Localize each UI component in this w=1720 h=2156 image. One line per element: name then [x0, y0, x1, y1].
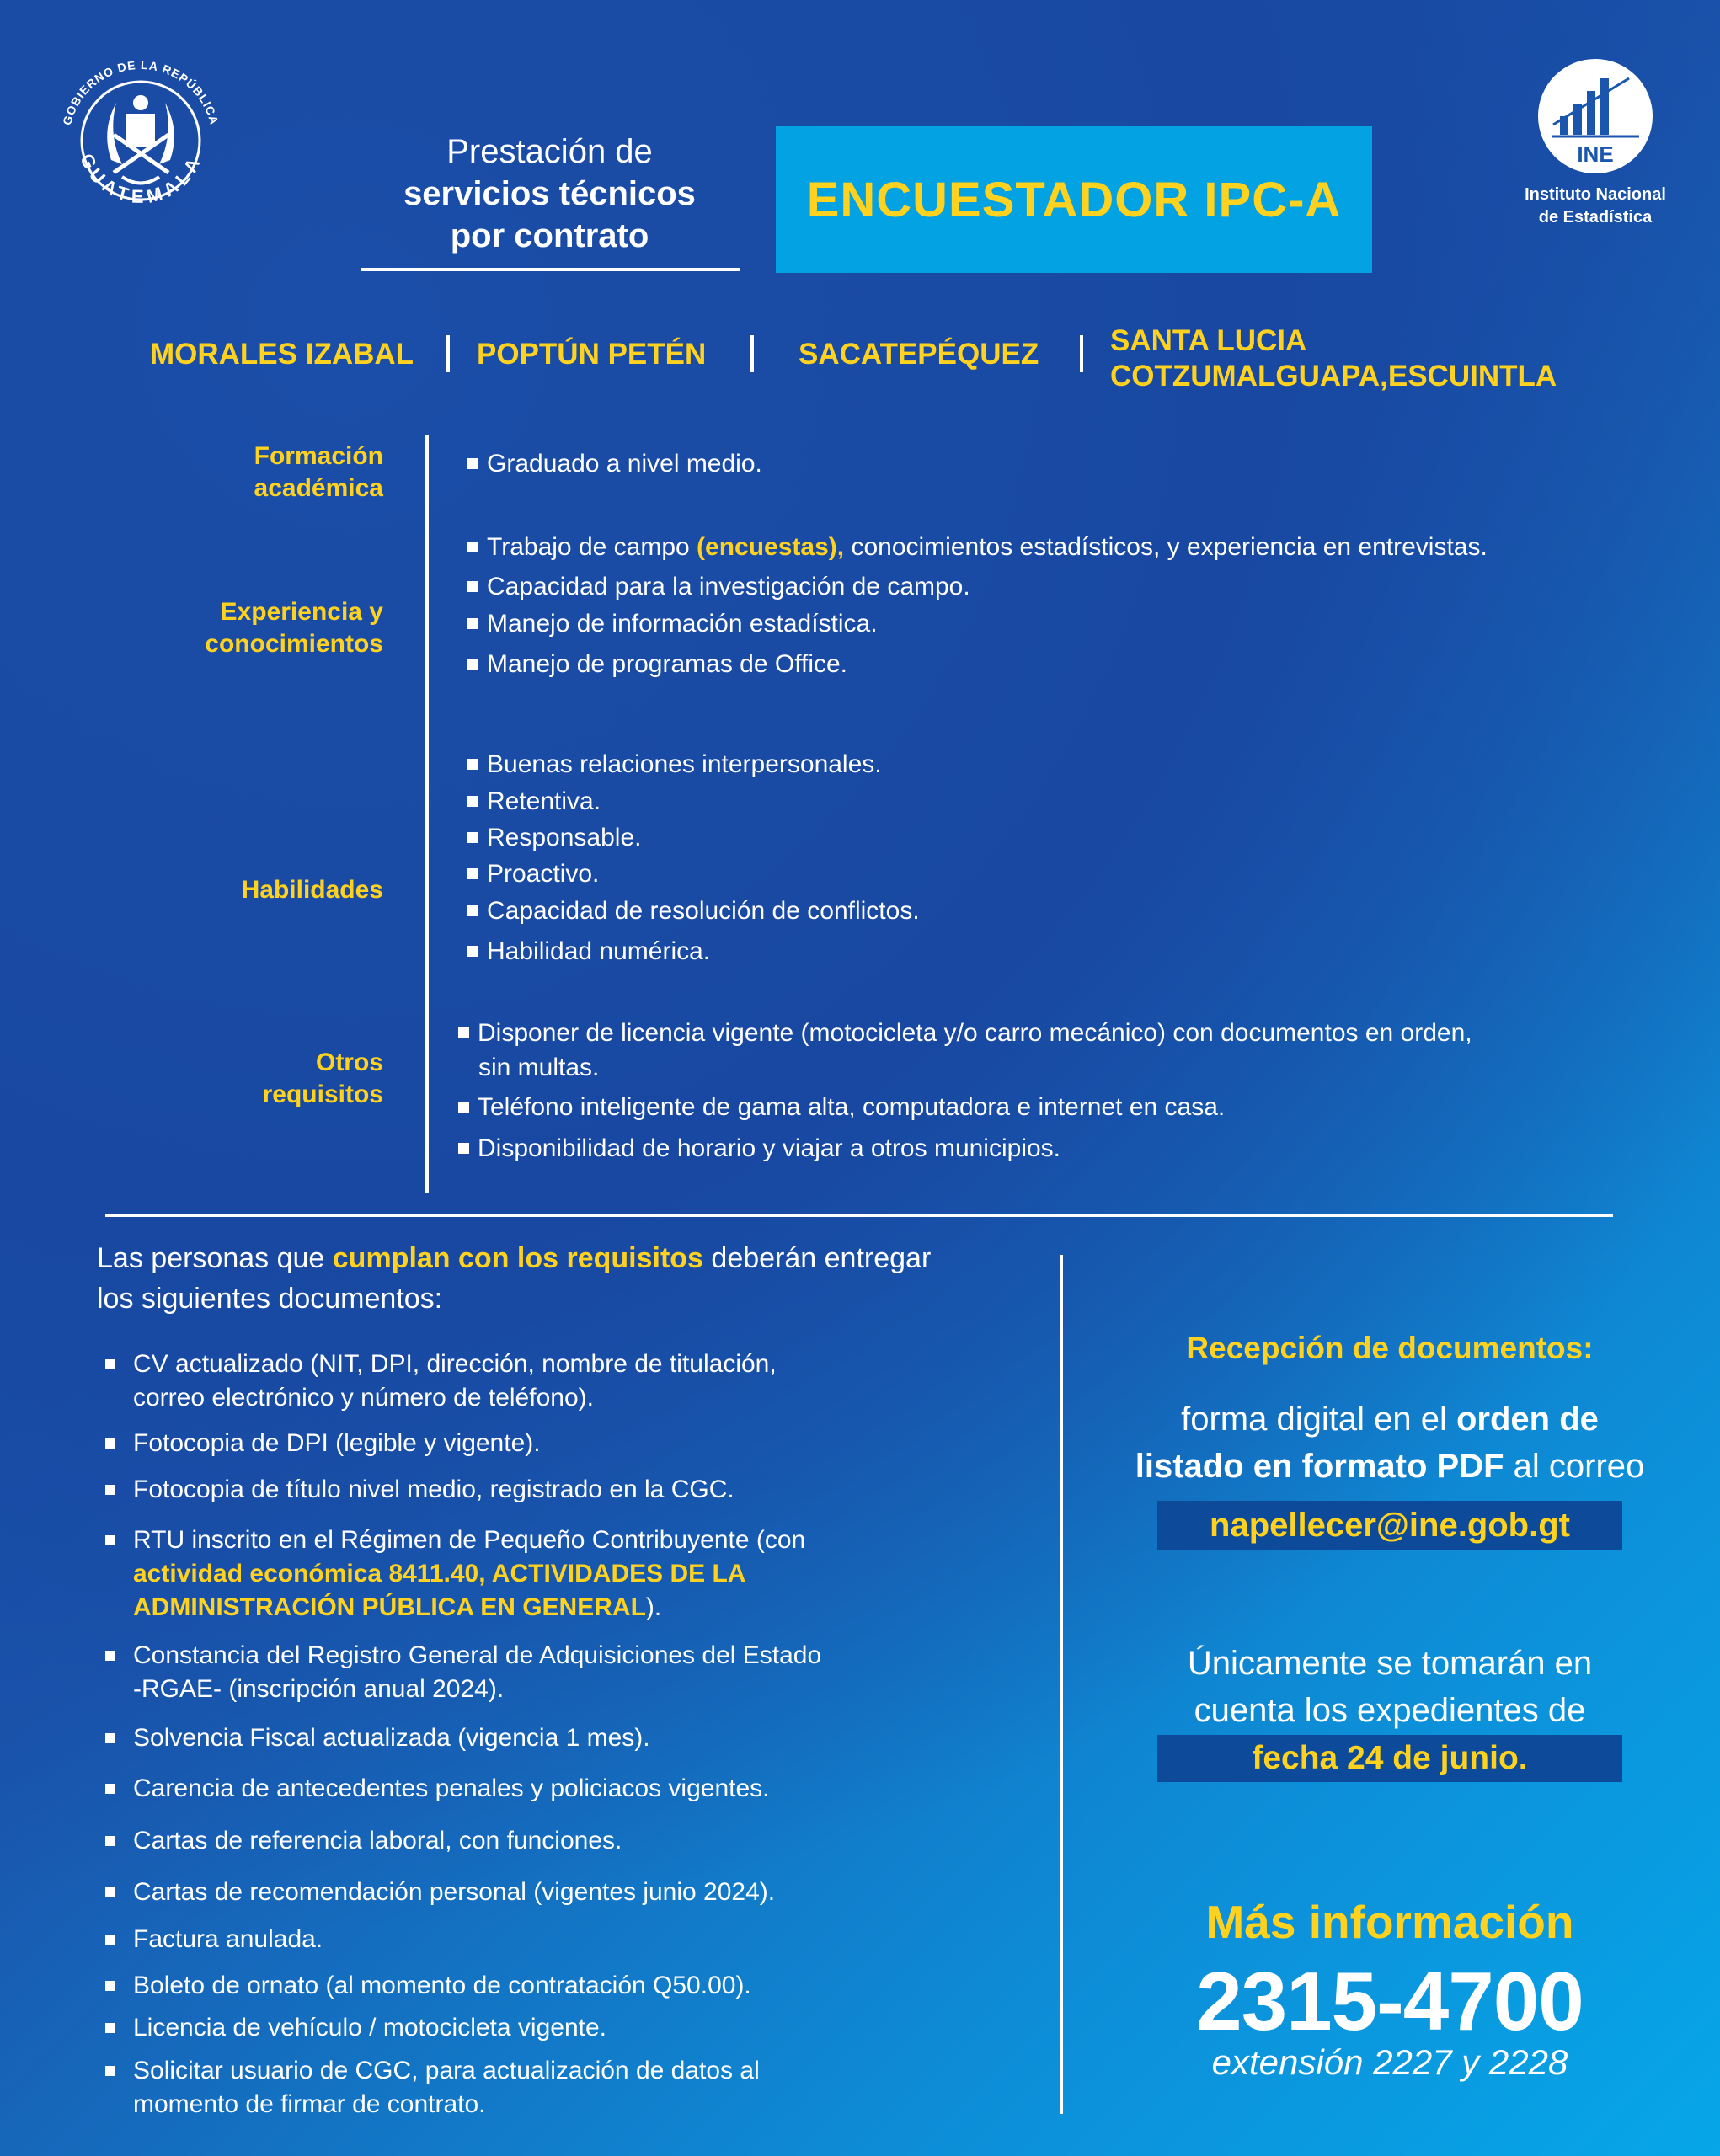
- svg-text:INE: INE: [1577, 141, 1614, 167]
- list-item: Retentiva.: [467, 786, 601, 818]
- documents-intro-line2: los siguientes documentos:: [97, 1283, 443, 1315]
- email-link[interactable]: napellecer@ine.gob.gt: [1210, 1506, 1570, 1544]
- deadline-line1: Únicamente se tomarán en: [1187, 1645, 1593, 1682]
- location-morales-izabal: MORALES IZABAL: [150, 338, 414, 371]
- ine-name: [1499, 184, 1691, 229]
- list-item: Responsable.: [467, 822, 641, 854]
- deadline-text: [1095, 1640, 1685, 1734]
- reception-title: Recepción de documentos:: [1186, 1331, 1594, 1365]
- location-santa-lucia: [1110, 323, 1557, 394]
- location-sacatepequez: SACATEPÉQUEZ: [799, 338, 1039, 371]
- location-santa-lucia-line1: SANTA LUCIA: [1110, 324, 1307, 357]
- list-item: Solvencia Fiscal actualizada (vigencia 1 mes).: [105, 1721, 948, 1755]
- list-item: CV actualizado (NIT, DPI, dirección, nombre de titulación, correo electrónico y número de teléfono).: [105, 1348, 948, 1415]
- location-santa-lucia-line2: COTZUMALGUAPA,ESCUINTLA: [1110, 360, 1557, 392]
- list-item: Fotocopia de título nivel medio, registrado en la CGC.: [105, 1473, 948, 1507]
- list-item: Manejo de información estadística.: [467, 608, 878, 640]
- list-item: Licencia de vehículo / motocicleta vigente.: [105, 2011, 948, 2045]
- label-otros: [88, 1047, 383, 1111]
- label-experiencia: [88, 596, 383, 660]
- label-otros-line1: Otros: [315, 1049, 383, 1076]
- list-item: Habilidad numérica.: [467, 936, 710, 968]
- label-otros-line2: requisitos: [262, 1081, 383, 1108]
- label-habilidades: Habilidades: [241, 876, 383, 904]
- list-item: Capacidad de resolución de conflictos.: [467, 895, 920, 927]
- column-divider: [1060, 1255, 1063, 2114]
- subtitle-line1: Prestación de: [446, 133, 653, 170]
- svg-text:GOBIERNO DE LA REPÚBLICA: GOBIERNO DE LA REPÚBLICA: [60, 57, 222, 127]
- header-divider: [361, 268, 740, 271]
- list-item: Cartas de referencia laboral, con funciones.: [105, 1824, 948, 1858]
- subtitle-line2: servicios técnicos: [403, 175, 696, 212]
- guatemala-seal-icon: [51, 51, 232, 232]
- list-item: Graduado a nivel medio.: [467, 448, 762, 480]
- list-item: Disponibilidad de horario y viajar a otros municipios.: [458, 1133, 1060, 1165]
- list-item: Proactivo.: [467, 858, 599, 890]
- list-item: Boleto de ornato (al momento de contratación Q50.00).: [105, 1969, 948, 2003]
- list-item: Solicitar usuario de CGC, para actualización de datos al momento de firmar de contrato.: [105, 2054, 948, 2121]
- list-item: Manejo de programas de Office.: [467, 648, 847, 680]
- label-formacion-line2: académica: [254, 474, 383, 502]
- more-info-title: Más información: [1205, 1896, 1574, 1948]
- title-box: [776, 126, 1372, 273]
- list-item: Cartas de recomendación personal (vigentes junio 2024).: [105, 1876, 948, 1909]
- list-item: Buenas relaciones interpersonales.: [467, 749, 882, 781]
- label-formacion: [88, 440, 383, 504]
- section-divider: [105, 1214, 1613, 1217]
- deadline-date: fecha 24 de junio.: [1252, 1740, 1528, 1776]
- deadline-line2: cuenta los expedientes de: [1194, 1692, 1586, 1729]
- label-experiencia-line2: conocimientos: [205, 630, 383, 658]
- requirements-divider: [425, 435, 429, 1193]
- email-highlight: [1157, 1501, 1622, 1550]
- reception-body: forma digital en el orden de listado en formato PDF al correo: [1135, 1401, 1645, 1485]
- page-title: ENCUESTADOR IPC-A: [806, 172, 1342, 227]
- list-item: Factura anulada.: [105, 1923, 948, 1956]
- label-experiencia-line1: Experiencia y: [220, 598, 383, 626]
- svg-text:GUATEMALA: GUATEMALA: [76, 150, 206, 208]
- documents-intro: Las personas que cumplan con los requisitos deberán entregar los siguientes documentos:: [97, 1238, 1023, 1319]
- date-highlight: [1157, 1735, 1622, 1782]
- ine-logo-icon: [1536, 57, 1654, 175]
- list-item: Constancia del Registro General de Adquisiciones del Estado -RGAE- (inscripción anual 2024).: [105, 1639, 948, 1706]
- list-item: Teléfono inteligente de gama alta, computadora e internet en casa.: [458, 1091, 1225, 1123]
- location-separator: [1080, 335, 1083, 372]
- ine-name-line1: Instituto Nacional: [1525, 185, 1666, 204]
- phone-number[interactable]: 2315-4700: [1196, 1955, 1584, 2047]
- location-poptun-peten: POPTÚN PETÉN: [477, 338, 707, 371]
- list-item: RTU inscrito en el Régimen de Pequeño Contribuyente (con actividad económica 8411.40, ACTIVIDADES DE LA ADMINISTRACIÓN PÚBLICA EN GENERAL).: [105, 1524, 948, 1625]
- list-item: Carencia de antecedentes penales y policiacos vigentes.: [105, 1772, 948, 1806]
- list-item: Capacidad para la investigación de campo.: [467, 571, 970, 603]
- ine-name-line2: de Estadística: [1538, 208, 1653, 227]
- phone-extension: extensión 2227 y 2228: [1211, 2042, 1568, 2082]
- location-separator: [750, 335, 754, 372]
- header-subtitle: [362, 131, 737, 257]
- list-item: Trabajo de campo (encuestas), conocimientos estadísticos, y experiencia en entrevistas.: [467, 531, 1488, 563]
- list-item: Fotocopia de DPI (legible y vigente).: [105, 1427, 948, 1460]
- location-separator: [446, 335, 450, 372]
- list-item-continued: sin multas.: [478, 1054, 600, 1081]
- list-item: Disponer de licencia vigente (motocicleta y/o carro mecánico) con documentos en orden,: [458, 1017, 1472, 1049]
- subtitle-line3: por contrato: [450, 217, 649, 254]
- label-formacion-line1: Formación: [254, 442, 383, 470]
